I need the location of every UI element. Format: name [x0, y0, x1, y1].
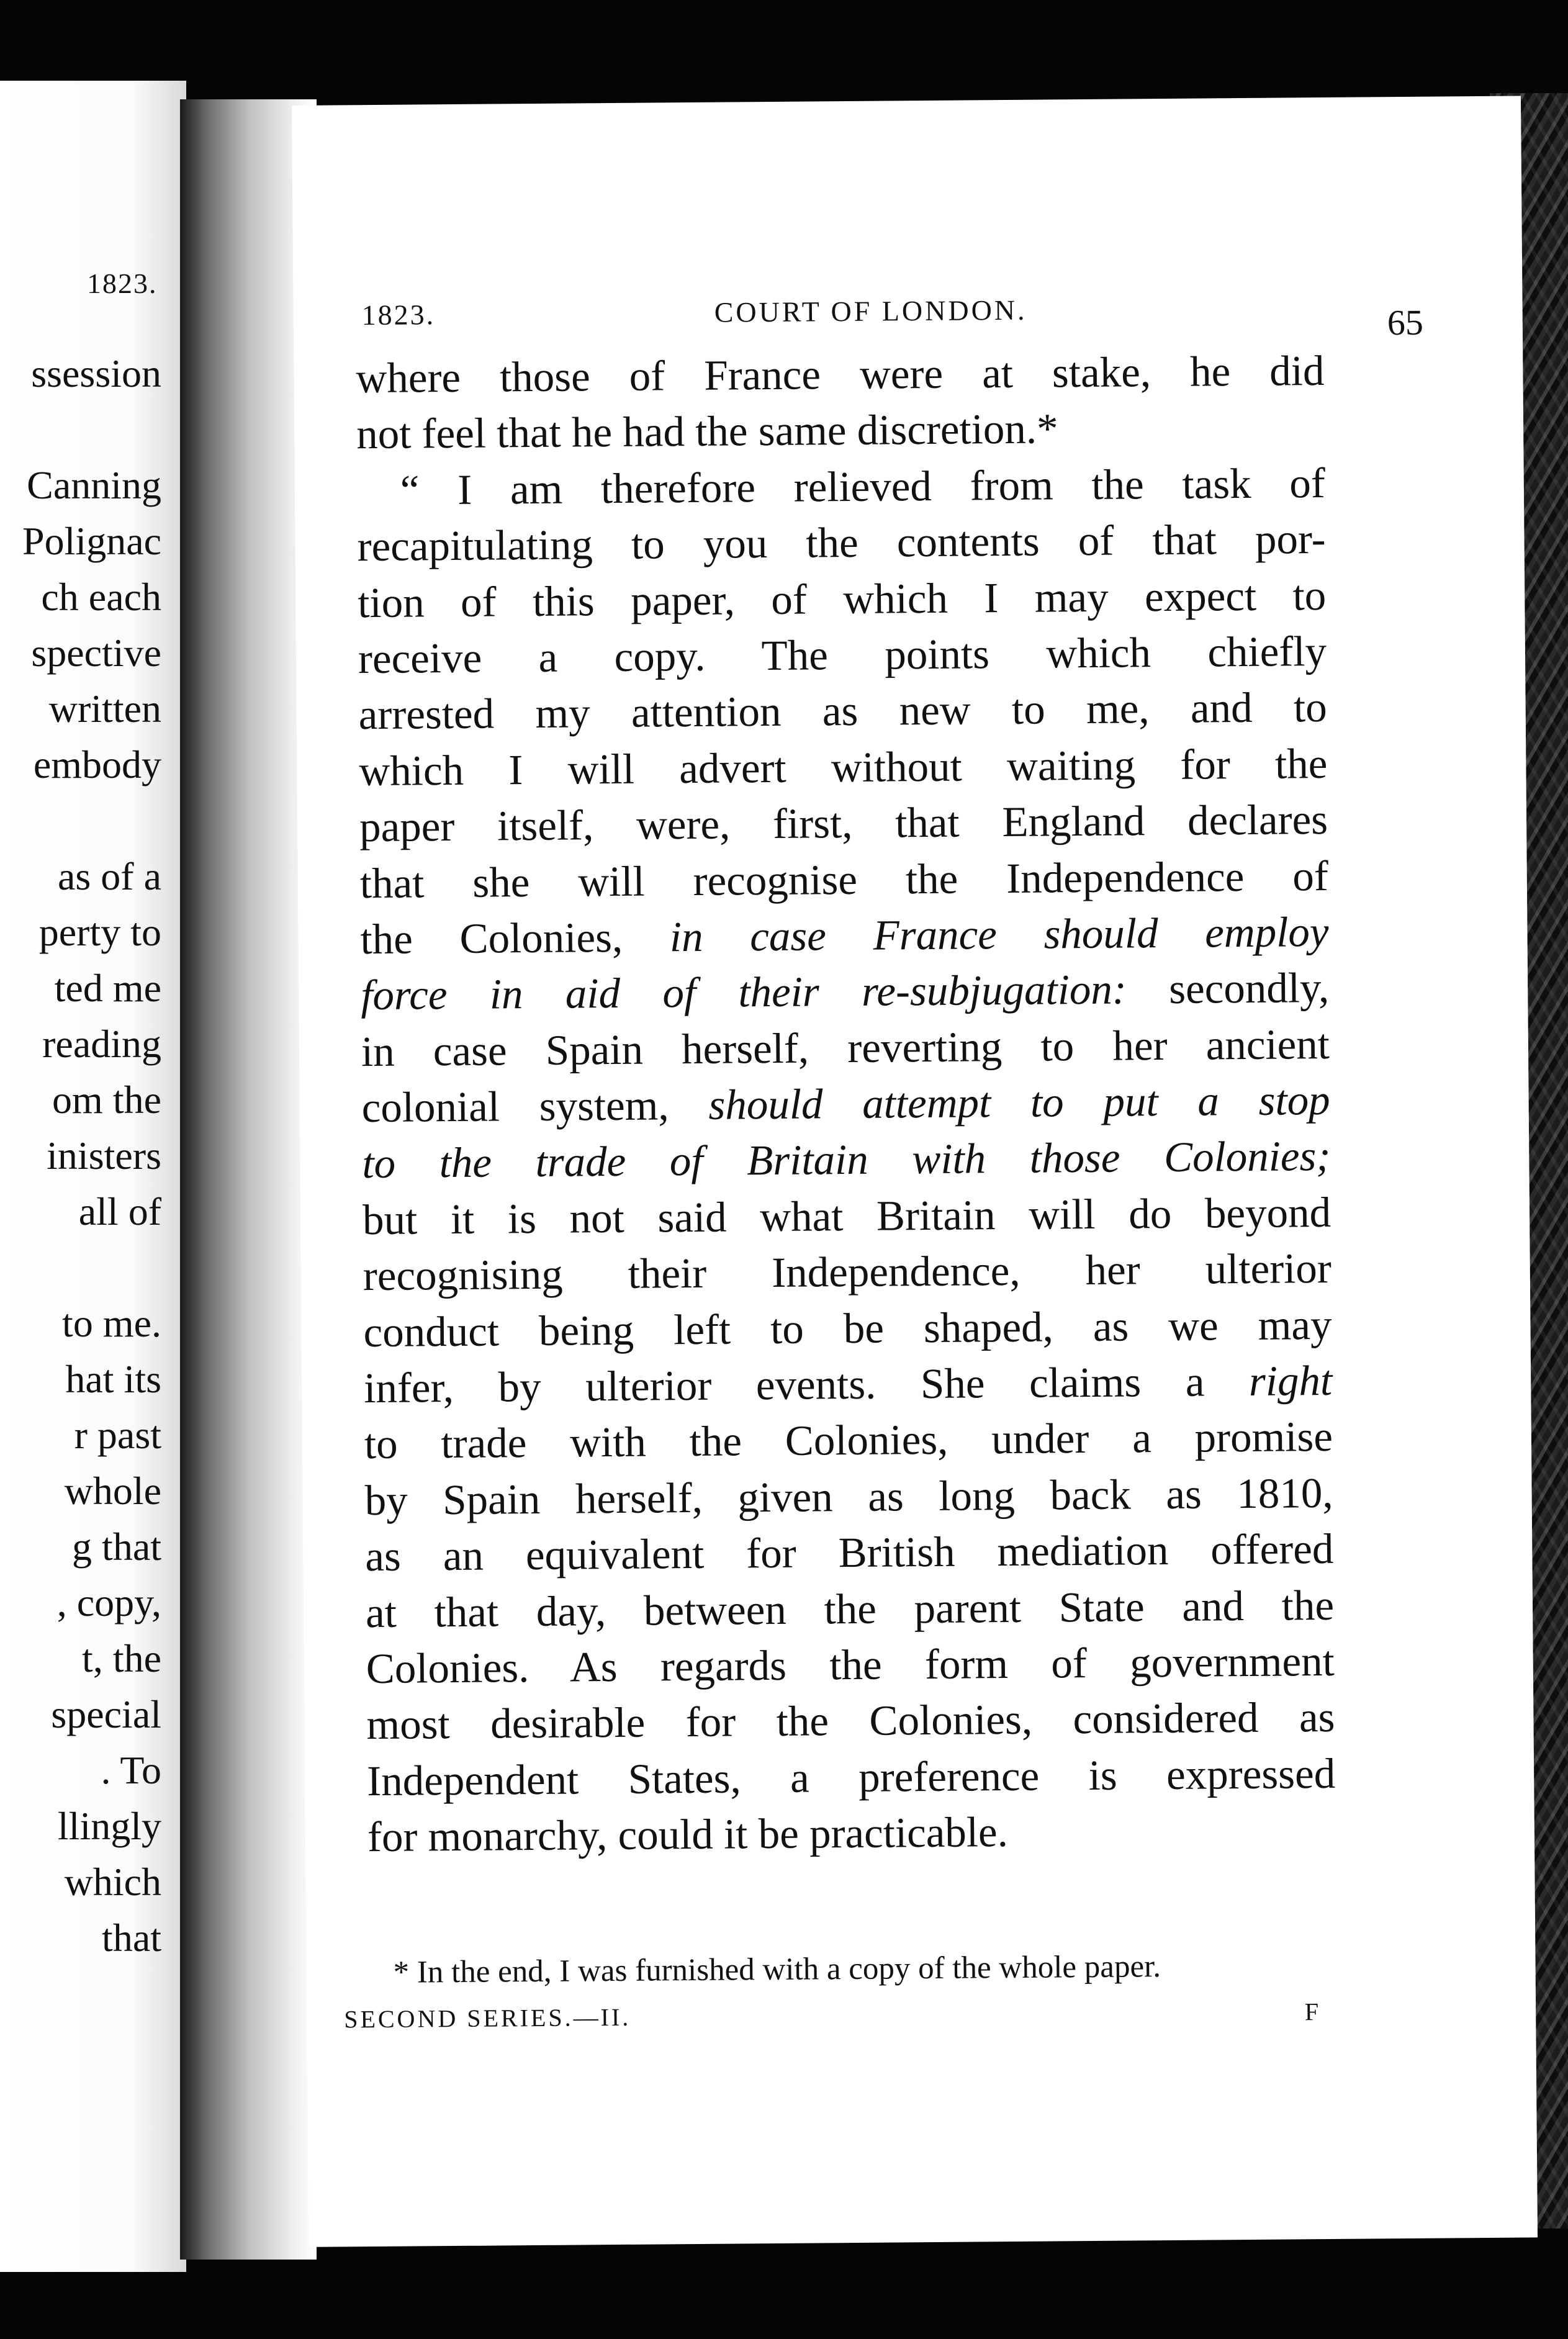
- italic-text: should attempt to put a stop: [708, 1076, 1330, 1129]
- left-page-line: all of: [78, 1189, 161, 1233]
- text-line: [357, 455, 1326, 519]
- body-text: [356, 343, 1336, 1865]
- italic-text: force in aid of their re-subjugation:: [360, 965, 1127, 1019]
- left-page-line: llingly: [57, 1804, 161, 1848]
- text-line: [361, 1072, 1330, 1136]
- text-segment: most desirable for the Colonies, considered as: [366, 1693, 1335, 1749]
- text-segment: recapitulating to you the contents of that por-: [357, 515, 1326, 570]
- left-page-line: t, the: [82, 1636, 161, 1680]
- left-page-line: that: [102, 1916, 161, 1960]
- text-line: [360, 904, 1329, 968]
- text-line: [363, 1184, 1331, 1248]
- text-segment: recognising their Independence, her ulterior: [363, 1245, 1332, 1300]
- left-page-line: r past: [74, 1413, 161, 1457]
- text-line: [364, 1353, 1333, 1417]
- left-page-line: which: [64, 1860, 161, 1904]
- text-segment: to trade with the Colonies, under a promise: [364, 1413, 1333, 1468]
- text-line: [356, 343, 1325, 407]
- text-segment: where those of France were at stake, he did: [356, 346, 1325, 402]
- left-page-line: Canning: [27, 463, 161, 507]
- text-line: [363, 1240, 1331, 1304]
- text-line: [359, 847, 1328, 911]
- text-line: [366, 1633, 1335, 1697]
- text-line: [366, 1689, 1335, 1753]
- signature-line: [344, 1997, 1337, 2042]
- text-segment: Independent States, a preference is expressed: [366, 1749, 1336, 1805]
- left-page-line: spective: [31, 631, 161, 675]
- text-line: [358, 567, 1327, 631]
- text-line: [367, 1746, 1336, 1809]
- text-segment: which I will advert without waiting for the: [359, 739, 1328, 795]
- left-page-line: , copy,: [56, 1580, 161, 1625]
- left-page-line: om the: [52, 1078, 161, 1122]
- header-year: 1823.: [361, 299, 436, 331]
- page-number: 65: [1387, 302, 1424, 343]
- text-segment: Colonies. As regards the form of government: [366, 1637, 1335, 1693]
- italic-text: right: [1248, 1356, 1333, 1405]
- left-page-line: hat its: [65, 1357, 161, 1401]
- left-page-line: whole: [64, 1469, 161, 1513]
- left-page-line: ted me: [54, 966, 161, 1010]
- text-segment: that she will recognise the Independence of: [359, 852, 1329, 907]
- text-segment: paper itself, were, first, that England declares: [359, 796, 1328, 851]
- left-page-line: perty to: [38, 910, 161, 954]
- main-page: [292, 96, 1538, 2247]
- text-line: [366, 1577, 1335, 1641]
- text-segment: as an equivalent for British mediation offered: [365, 1525, 1334, 1580]
- text-segment: tion of this paper, of which I may expect to: [357, 571, 1327, 626]
- text-line: [362, 1128, 1331, 1192]
- text-line: [364, 1408, 1333, 1472]
- text-line: [358, 679, 1327, 743]
- text-line: [358, 623, 1327, 687]
- text-segment: in case Spain herself, reverting to her ancient: [361, 1020, 1330, 1075]
- text-line: [364, 1465, 1333, 1529]
- series-signature: SECOND SERIES.—II.: [344, 2003, 631, 2034]
- left-page-line: inisters: [47, 1133, 161, 1178]
- text-line: [367, 1801, 1336, 1865]
- left-page-line: ch each: [41, 575, 161, 619]
- left-page-line: written: [48, 687, 161, 731]
- footnote: * In the end, I was furnished with a copy of the whole paper.: [393, 1949, 1161, 1990]
- left-page-line: ssession: [31, 351, 161, 395]
- text-segment: infer, by ulterior events. She claims a: [363, 1357, 1250, 1412]
- text-line: [361, 960, 1330, 1024]
- text-segment: for monarchy, could it be practicable.: [367, 1808, 1009, 1861]
- text-segment: arrested my attention as new to me, and to: [358, 683, 1327, 739]
- left-page-line: special: [51, 1692, 161, 1736]
- italic-text: to the trade of Britain with those Colonies;: [362, 1132, 1331, 1188]
- left-page-line: reading: [42, 1022, 161, 1066]
- left-page-line: as of a: [57, 854, 161, 898]
- text-segment: at that day, between the parent State and the: [365, 1581, 1335, 1636]
- text-line: [359, 736, 1328, 800]
- left-page-line: . To: [101, 1748, 161, 1792]
- text-segment: the Colonies,: [360, 913, 670, 963]
- text-segment: by Spain herself, given as long back as 1810,: [364, 1469, 1333, 1524]
- left-page-line: embody: [33, 742, 161, 786]
- text-line: [357, 511, 1326, 575]
- text-line: [359, 791, 1328, 855]
- left-page-line: to me.: [62, 1301, 161, 1345]
- running-head: [361, 283, 1424, 347]
- text-line: [361, 1016, 1330, 1080]
- text-segment: “ I am therefore relieved from the task of: [400, 459, 1326, 514]
- text-segment: secondly,: [1126, 964, 1330, 1013]
- left-page-year: 1823.: [87, 268, 158, 299]
- text-line: [356, 399, 1325, 462]
- header-title: COURT OF LONDON.: [714, 294, 1027, 328]
- text-segment: but it is not said what Britain will do beyond: [362, 1188, 1331, 1244]
- text-line: [363, 1297, 1332, 1361]
- left-page-fragment: [0, 81, 186, 2272]
- signature-mark: F: [1304, 1998, 1319, 2026]
- italic-text: in case France should employ: [669, 908, 1329, 961]
- left-page-line: g that: [72, 1525, 161, 1569]
- left-page-line: Polignac: [22, 519, 161, 563]
- text-segment: conduct being left to be shaped, as we may: [363, 1300, 1332, 1356]
- text-segment: receive a copy. The points which chiefly: [358, 627, 1327, 683]
- text-segment: colonial system,: [361, 1081, 709, 1132]
- text-line: [365, 1521, 1334, 1585]
- text-segment: not feel that he had the same discretion.*: [356, 405, 1058, 458]
